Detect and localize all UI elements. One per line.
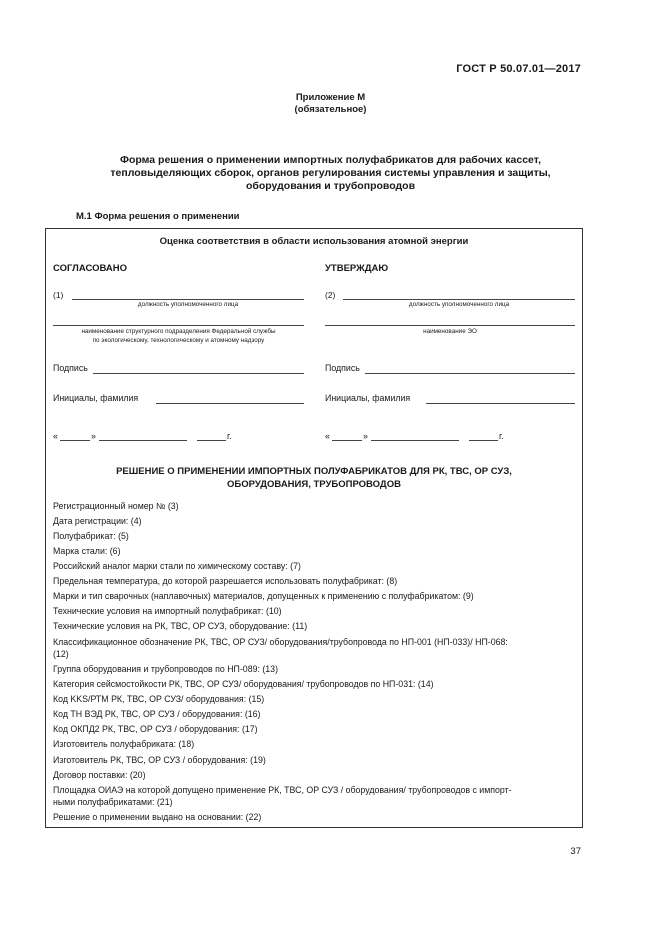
- form-item: Марки и тип сварочных (наплавочных) материалов, допущенных к применению с полуфабрикатом: (9): [53, 591, 474, 601]
- decision-title: [45, 465, 583, 491]
- left-date-close: »: [91, 431, 96, 441]
- form-item: Категория сейсмостойкости РК, ТВС, ОР СУЗ/ оборудования/ трубопроводов по НП-031: (14): [53, 679, 434, 689]
- form-item: Площадка ОИАЭ на которой допущено применение РК, ТВС, ОР СУЗ / оборудования/ трубопроводов с импорт-: [53, 785, 512, 795]
- right-year-line[interactable]: [469, 440, 498, 441]
- form-item: Код ТН ВЭД РК, ТВС, ОР СУЗ / оборудования: (16): [53, 709, 261, 719]
- right-day-line[interactable]: [332, 440, 362, 441]
- form-item: Полуфабрикат: (5): [53, 531, 129, 541]
- right-signature-label: Подпись: [325, 363, 360, 373]
- approved-heading: СОГЛАСОВАНО: [53, 263, 127, 274]
- right-date-open: «: [325, 431, 330, 441]
- standard-designation: ГОСТ Р 50.07.01—2017: [456, 63, 581, 75]
- form-item: Код ОКПД2 РК, ТВС, ОР СУЗ / оборудования: (17): [53, 724, 258, 734]
- form-item: (12): [53, 649, 69, 659]
- left-year-line[interactable]: [197, 440, 226, 441]
- left-name-label: Инициалы, фамилия: [53, 393, 139, 403]
- appendix-title: Приложение М: [295, 92, 366, 103]
- frame-title: Оценка соответствия в области использования атомной энергии: [159, 236, 469, 247]
- form-item: Предельная температура, до которой разрешается использовать полуфабрикат: (8): [53, 576, 398, 586]
- left-signature-label: Подпись: [53, 363, 88, 373]
- left-position-line[interactable]: [72, 299, 304, 300]
- form-title-line: тепловыделяющих сборок, органов регулирования системы управления и защиты,: [110, 167, 551, 179]
- right-date-close: »: [363, 431, 368, 441]
- left-day-line[interactable]: [60, 440, 90, 441]
- form-item: Технические условия на РК, ТВС, ОР СУЗ, оборудование: (11): [53, 621, 308, 631]
- left-number: (1): [53, 290, 64, 300]
- left-division-caption: [53, 328, 304, 345]
- right-year-suffix: г.: [499, 431, 504, 441]
- right-position-caption: должность уполномоченного лица: [408, 301, 510, 308]
- form-item: Регистрационный номер № (3): [53, 501, 179, 511]
- appendix-status: (обязательное): [294, 104, 367, 115]
- right-signature-line[interactable]: [365, 373, 575, 374]
- left-position-caption: должность уполномоченного лица: [137, 301, 239, 308]
- form-item: Решение о применении выдано на основании: (22): [53, 812, 262, 822]
- right-month-line[interactable]: [371, 440, 459, 441]
- form-item: Дата регистрации: (4): [53, 516, 142, 526]
- form-title-line: Форма решения о применении импортных полуфабрикатов для рабочих кассет,: [120, 154, 541, 166]
- right-name-line[interactable]: [426, 403, 575, 404]
- left-date-open: «: [53, 431, 58, 441]
- confirm-heading: УТВЕРЖДАЮ: [325, 263, 389, 274]
- form-item: Российский аналог марки стали по химическому составу: (7): [53, 561, 301, 571]
- form-item: Изготовитель полуфабриката: (18): [53, 739, 195, 749]
- form-item: Марка стали: (6): [53, 546, 121, 556]
- left-signature-line[interactable]: [93, 373, 304, 374]
- form-item: Договор поставки: (20): [53, 770, 146, 780]
- decision-title-line: РЕШЕНИЕ О ПРИМЕНЕНИИ ИМПОРТНЫХ ПОЛУФАБРИКАТОВ ДЛЯ РК, ТВС, ОР СУЗ,: [116, 466, 512, 477]
- caption-line: по экологическому, технологическому и атомному надзору: [92, 336, 265, 344]
- form-title-line: оборудования и трубопроводов: [245, 180, 416, 192]
- right-org-line[interactable]: [325, 325, 575, 326]
- page-number: 37: [570, 846, 581, 857]
- caption-line: наименование структурного подразделения Федеральной службы: [81, 328, 276, 335]
- form-item: Изготовитель РК, ТВС, ОР СУЗ / оборудования: (19): [53, 755, 266, 765]
- form-item: Группа оборудования и трубопроводов по НП-089: (13): [53, 664, 279, 674]
- right-number: (2): [325, 290, 336, 300]
- form-item: Технические условия на импортный полуфабрикат: (10): [53, 606, 282, 616]
- left-year-suffix: г.: [227, 431, 232, 441]
- left-division-line[interactable]: [53, 325, 304, 326]
- form-title: [60, 154, 601, 193]
- section-heading: М.1 Форма решения о применении: [76, 211, 240, 222]
- form-item: Код KKS/РТМ РК, ТВС, ОР СУЗ/ оборудования: (15): [53, 694, 265, 704]
- left-month-line[interactable]: [99, 440, 187, 441]
- right-org-caption: наименование ЭО: [423, 328, 477, 335]
- right-name-label: Инициалы, фамилия: [325, 393, 411, 403]
- right-position-line[interactable]: [343, 299, 575, 300]
- form-item: Классификационное обозначение РК, ТВС, ОР СУЗ/ оборудования/трубопровода по НП-001 (НП-033)/ НП-068:: [53, 637, 508, 647]
- decision-title-line: ОБОРУДОВАНИЯ, ТРУБОПРОВОДОВ: [227, 479, 401, 490]
- left-name-line[interactable]: [156, 403, 304, 404]
- form-item: ными полуфабрикатами: (21): [53, 797, 173, 807]
